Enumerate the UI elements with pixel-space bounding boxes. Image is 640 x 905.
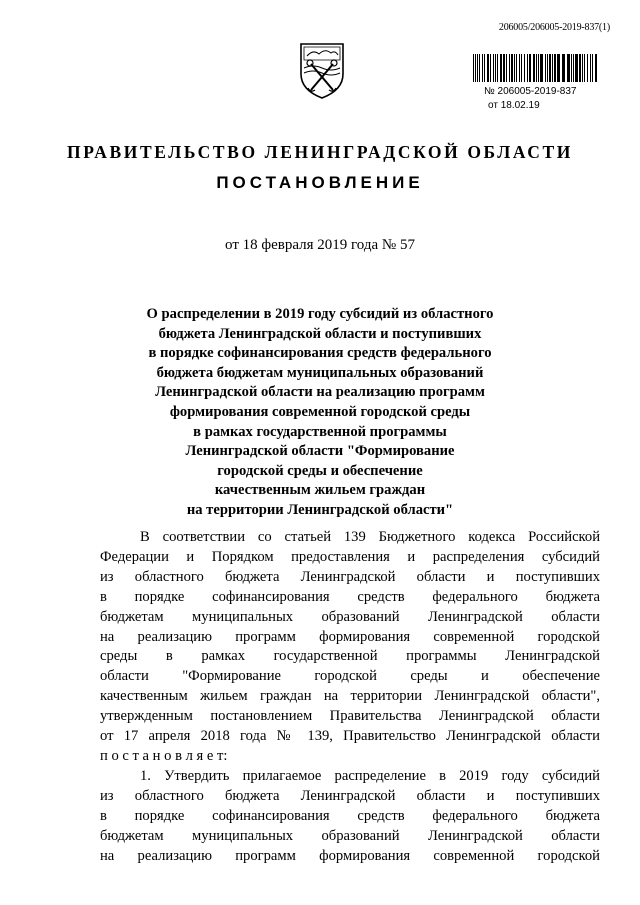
barcode-bar xyxy=(587,54,588,82)
body-line: области "Формирование городской среды и обеспечение xyxy=(100,668,600,685)
barcode-bar xyxy=(511,54,513,82)
barcode-bar xyxy=(575,54,578,82)
barcode-bar xyxy=(571,54,572,82)
barcode-bar xyxy=(547,54,548,82)
barcode-bar xyxy=(473,54,474,82)
barcode-bar xyxy=(554,54,556,82)
barcode-bar xyxy=(500,54,502,82)
barcode-bar xyxy=(506,54,507,82)
barcode-bar xyxy=(514,54,515,82)
barcode-bar xyxy=(562,54,565,82)
barcode-bar xyxy=(567,54,570,82)
title-line: городской среды и обеспечение xyxy=(217,462,423,479)
barcode-bar xyxy=(497,54,498,82)
body-line-resolves: п о с т а н о в л я е т: xyxy=(100,747,228,764)
barcode-bar xyxy=(573,54,574,82)
barcode-bar xyxy=(592,54,593,82)
barcode-bar xyxy=(527,54,528,82)
registration-number: № 206005-2019-837 xyxy=(484,86,577,97)
barcode-bar xyxy=(582,54,583,82)
barcode-bar xyxy=(516,54,517,82)
title-line: бюджета Ленинградской области и поступивших xyxy=(158,325,482,342)
barcode-bar xyxy=(509,54,510,82)
decree-body xyxy=(100,528,600,866)
barcode-bar xyxy=(475,54,476,82)
body-line: в порядке софинансирования средств федерального бюджета xyxy=(100,588,600,605)
body-line: из областного бюджета Ленинградской области и поступивших xyxy=(100,568,600,585)
body-line: среды в рамках государственной программы Ленинградской xyxy=(100,648,600,665)
body-line: в порядке софинансирования средств федерального бюджета xyxy=(100,807,600,824)
barcode-bar xyxy=(484,54,485,82)
title-line: О распределении в 2019 году субсидий из областного xyxy=(146,306,494,322)
body-line: В соответствии со статьей 139 Бюджетного кодекса Российской xyxy=(140,529,600,545)
title-line: в порядке софинансирования средств федерального xyxy=(148,345,492,362)
body-line: из областного бюджета Ленинградской области и поступивших xyxy=(100,787,600,804)
barcode-bar xyxy=(493,54,494,82)
title-line: бюджета бюджетам муниципальных образований xyxy=(156,364,484,381)
barcode-bar xyxy=(538,54,539,82)
barcode-bar xyxy=(521,54,522,82)
barcode-bar xyxy=(495,54,496,82)
barcode-bar xyxy=(529,54,531,82)
barcode-bar xyxy=(595,54,597,82)
barcode-bar xyxy=(540,54,543,82)
barcode-bar xyxy=(490,54,491,82)
government-heading: ПРАВИТЕЛЬСТВО ЛЕНИНГРАДСКОЙ ОБЛАСТИ xyxy=(66,142,574,162)
body-line: от 17 апреля 2018 года № 139, Правительство Ленинградской области xyxy=(100,728,600,745)
barcode-bar xyxy=(584,54,585,82)
body-line: Федерации и Порядком предоставления и распределения субсидий xyxy=(100,548,600,565)
title-line: в рамках государственной программы xyxy=(193,423,447,440)
body-line: качественным жильем граждан на территории Ленинградской области", xyxy=(100,688,600,705)
body-line: бюджетам муниципальных образований Ленинградской области xyxy=(100,608,600,625)
title-line: формирования современной городской среды xyxy=(169,403,471,420)
barcode-bar xyxy=(479,54,480,82)
body-line: утвержденным постановлением Правительства Ленинградской области xyxy=(100,708,600,725)
barcode-bar xyxy=(503,54,505,82)
barcode-bar xyxy=(557,54,560,82)
coat-of-arms-emblem xyxy=(297,38,347,100)
body-line: на реализацию программ формирования современной городской xyxy=(100,628,600,645)
decree-date-number: от 18 февраля 2019 года № 57 xyxy=(225,237,415,253)
barcode-bar xyxy=(579,54,581,82)
title-line: Ленинградской области на реализацию программ xyxy=(155,384,485,401)
barcode-bar xyxy=(477,54,478,82)
registration-date: от 18.02.19 xyxy=(488,100,540,111)
title-line: Ленинградской области "Формирование xyxy=(185,443,455,460)
barcode-bar xyxy=(487,54,489,82)
document-code: 206005/206005-2019-837(1) xyxy=(498,22,610,33)
barcode-bar xyxy=(552,54,553,82)
barcode-bar xyxy=(549,54,551,82)
barcode-bar xyxy=(519,54,520,82)
barcode-bar xyxy=(536,54,537,82)
barcode-bar xyxy=(524,54,525,82)
body-line: бюджетам муниципальных образований Ленинградской области xyxy=(100,827,600,844)
barcode-bar xyxy=(545,54,546,82)
title-line: на территории Ленинградской области" xyxy=(186,501,454,518)
barcode-bar xyxy=(482,54,483,82)
body-line: 1. Утвердить прилагаемое распределение в 2019 году субсидий xyxy=(140,767,600,784)
document-type-heading: ПОСТАНОВЛЕНИЕ xyxy=(216,173,424,192)
body-line: на реализацию программ формирования современной городской xyxy=(100,847,600,864)
barcode-bar xyxy=(590,54,591,82)
title-line: качественным жильем граждан xyxy=(214,482,426,499)
barcode-bar xyxy=(533,54,535,82)
barcode xyxy=(472,54,600,82)
decree-title xyxy=(120,305,520,521)
